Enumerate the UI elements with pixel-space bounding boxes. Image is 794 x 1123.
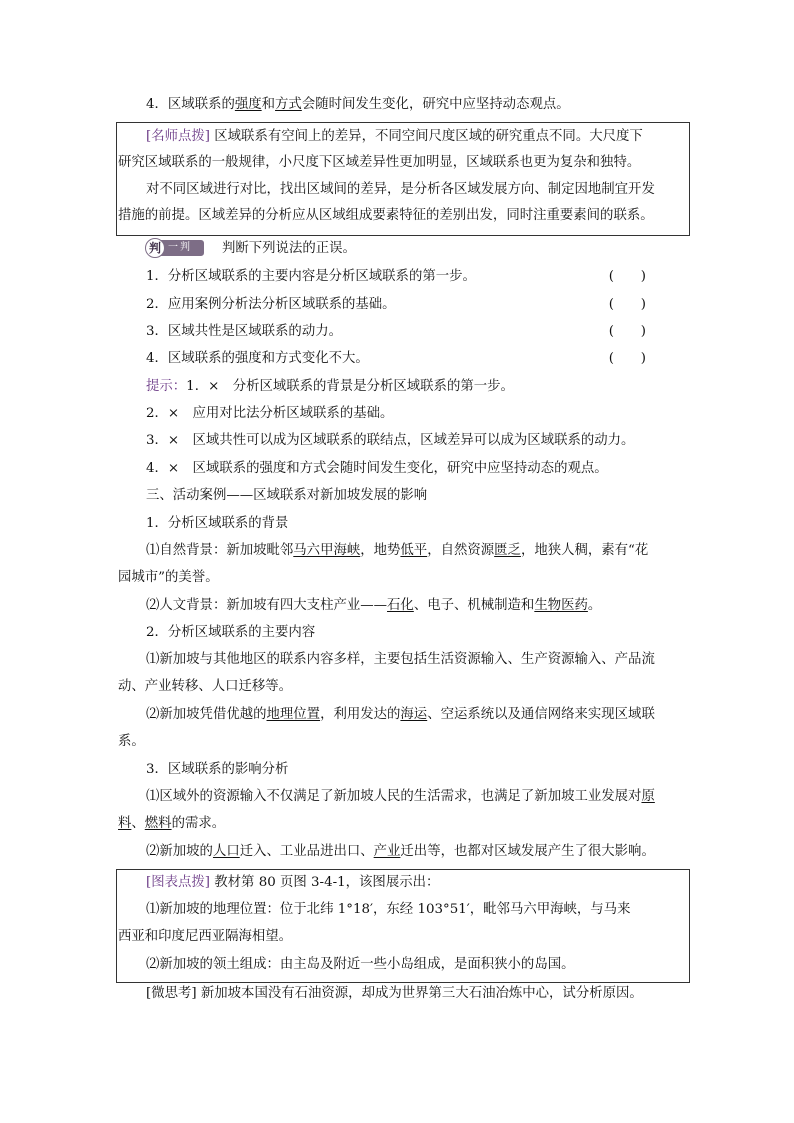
- text: ⑵新加坡凭借优越的: [146, 707, 267, 722]
- section-title: 三、活动案例——区域联系对新加坡发展的影响: [146, 488, 428, 503]
- text: 和: [261, 97, 276, 112]
- text: ，利用发达的: [320, 707, 401, 722]
- judge-item-text: 4．区域联系的强度和方式变化不大。: [146, 351, 369, 366]
- subheading-3: 3．区域联系的影响分析: [146, 762, 289, 777]
- chart-tip-tag: [图表点拨]: [146, 875, 211, 890]
- underlined-term: 地理位置: [266, 707, 321, 722]
- subheading-1: 1．分析区域联系的背景: [146, 516, 289, 531]
- text: ，地势: [360, 543, 401, 558]
- text: 4．区域联系的: [146, 97, 235, 112]
- answer-paren: ( ): [608, 351, 646, 366]
- tip-line-3: 对不同区域进行对比，找出区域间的差异，是分析各区域发展方向、制定因地制宜开发: [146, 182, 655, 197]
- chart-tip-line-2: ⑴新加坡的地理位置：位于北纬 1°18′，东经 103°51′，毗邻马六甲海峡，与马来: [146, 902, 631, 917]
- text: ⑵新加坡的: [146, 844, 213, 859]
- answer-line-1: [146, 378, 514, 396]
- natural-background-line: [146, 542, 648, 560]
- natural-background-cont: 园城市”的美誉。: [118, 570, 219, 585]
- micro-think-tag: [微思考]: [146, 986, 197, 1001]
- chart-tip-line-3: 西亚和印度尼西亚隔海相望。: [118, 929, 293, 944]
- micro-think-line: [146, 985, 643, 1003]
- underlined-term: 马六甲海峡: [293, 543, 361, 558]
- judge-item: [146, 268, 646, 286]
- content-line-1: ⑴新加坡与其他地区的联系内容多样，主要包括生活资源输入、生产资源输入、产品流: [146, 652, 655, 667]
- underlined-term: 料: [118, 816, 132, 831]
- text: ⑴区域外的资源输入不仅满足了新加坡人民的生活需求，也满足了新加坡工业发展对: [146, 789, 642, 804]
- text: 1．× 分析区域联系的背景是分析区域联系的第一步。: [186, 379, 514, 394]
- text: 新加坡本国没有石油资源，却成为世界第三大石油冶炼中心，试分析原因。: [200, 986, 643, 1001]
- judge-badge-char: 判: [145, 238, 165, 258]
- judge-instruction: 判断下列说法的正误。: [222, 241, 356, 256]
- underlined-term: 产业: [373, 844, 401, 859]
- answer-line-4: 4．× 区域联系的强度和方式会随时间发生变化，研究中应坚持动态的观点。: [146, 461, 608, 476]
- judge-badge-text: 一判: [168, 242, 192, 253]
- underlined-term: 低平: [400, 543, 428, 558]
- text: 教材第 80 页图 3-4-1，该图展示出：: [214, 875, 440, 890]
- impact-line-1: [146, 788, 655, 806]
- text: 、: [131, 816, 145, 831]
- text: 、空运系统以及通信网络来实现区域联: [427, 707, 655, 722]
- tip-line-2: 研究区域联系的一般规律，小尺度下区域差异性更加明显，区域联系也更为复杂和独特。: [118, 155, 641, 170]
- answer-paren: ( ): [608, 269, 646, 284]
- underlined-term: 方式: [275, 97, 302, 112]
- underlined-term: 匮乏: [494, 543, 521, 558]
- content-line-1-cont: 动、产业转移、人口迁移等。: [118, 679, 293, 694]
- content-line-2-cont: 系。: [118, 734, 145, 749]
- answer-line-2: 2．× 应用对比法分析区域联系的基础。: [146, 406, 394, 421]
- judge-item-text: 1．分析区域联系的主要内容是分析区域联系的第一步。: [146, 269, 476, 284]
- text: 、电子、机械制造和: [413, 598, 535, 613]
- answer-paren: ( ): [608, 324, 646, 339]
- text: 会随时间发生变化，研究中应坚持动态观点。: [301, 97, 570, 112]
- text: 迁出等，也都对区域发展产生了很大影响。: [400, 844, 655, 859]
- underlined-term: 人口: [212, 844, 240, 859]
- judge-item: [146, 323, 646, 341]
- text: ⑴自然背景：新加坡毗邻: [146, 543, 294, 558]
- underlined-term: 海运: [400, 707, 428, 722]
- tip-line-4: 措施的前提。区域差异的分析应从区域组成要素特征的差别出发，同时注重要素间的联系。: [118, 208, 654, 223]
- hint-label: 提示：: [146, 379, 187, 394]
- underlined-term: 强度: [234, 97, 262, 112]
- tip-line-1: [146, 128, 643, 146]
- underlined-term: 原: [641, 789, 655, 804]
- judge-badge: [146, 240, 204, 256]
- impact-line-2: [146, 843, 655, 861]
- subheading-2: 2．分析区域联系的主要内容: [146, 625, 316, 640]
- text: ，自然资源: [427, 543, 495, 558]
- text: 迁入、工业品进出口、: [239, 844, 374, 859]
- answer-paren: ( ): [608, 297, 646, 312]
- judge-item-text: 3．区域共性是区域联系的动力。: [146, 324, 342, 339]
- tip-tag: [名师点拨]: [146, 129, 211, 144]
- chart-tip-line-1: [146, 874, 439, 892]
- content-line-2: [146, 706, 655, 724]
- chart-tip-line-4: ⑵新加坡的领土组成：由主岛及附近一些小岛组成，是面积狭小的岛国。: [146, 957, 575, 972]
- judge-item: [146, 296, 646, 314]
- text: ，地狭人稠，素有“花: [520, 543, 649, 558]
- text: ⑵人文背景：新加坡有四大支柱产业——: [146, 598, 388, 613]
- underlined-term: 生物医药: [534, 598, 588, 613]
- answer-line-3: 3．× 区域共性可以成为区域联系的联结点，区域差异可以成为区域联系的动力。: [146, 433, 635, 448]
- judge-item: [146, 350, 646, 368]
- text: 。: [587, 598, 602, 613]
- human-background-line: [146, 597, 601, 615]
- judge-item-text: 2．应用案例分析法分析区域联系的基础。: [146, 297, 396, 312]
- impact-line-1-cont: [118, 815, 225, 833]
- text: 区域联系有空间上的差异，不同空间尺度区域的研究重点不同。大尺度下: [214, 129, 643, 144]
- underlined-term: 石化: [387, 598, 414, 613]
- underlined-term: 燃料: [144, 816, 172, 831]
- text: 的需求。: [171, 816, 226, 831]
- intro-line: [146, 96, 570, 114]
